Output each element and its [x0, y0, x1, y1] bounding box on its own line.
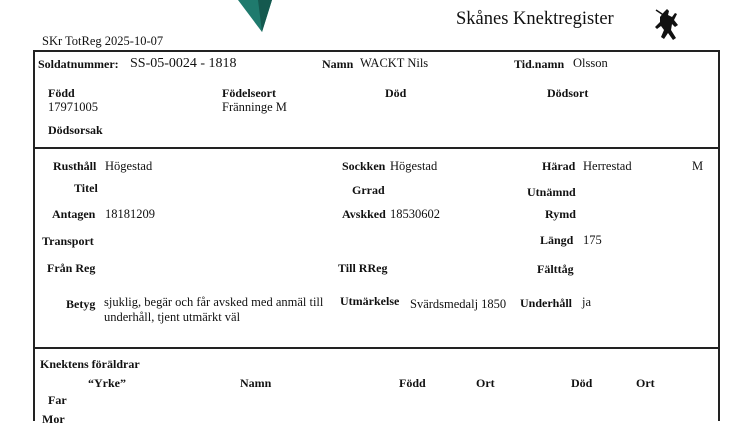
titel-label: Titel [74, 181, 98, 195]
soldatnummer-label: Soldatnummer: [38, 57, 119, 71]
betyg-line-2: underhåll, tjent utmärkt väl [104, 310, 241, 324]
parents-section-title: Knektens föräldrar [40, 357, 140, 371]
col-yrke: “Yrke” [88, 376, 126, 390]
grad-label: Grrad [352, 183, 385, 197]
socken-label: Sockken [342, 159, 386, 173]
harad-label: Härad [542, 159, 576, 173]
col-ort-1: Ort [476, 376, 495, 390]
fran-reg-label: Från Reg [47, 261, 96, 275]
betyg-label: Betyg [66, 297, 96, 311]
section-divider-2 [33, 347, 719, 349]
right-border [718, 50, 720, 421]
langd-label: Längd [540, 233, 574, 247]
rymd-label: Rymd [545, 207, 576, 221]
avsked-value: 18530602 [390, 207, 440, 221]
fodelseort-value: Fränninge M [222, 100, 287, 114]
top-border [33, 50, 719, 52]
soldatnummer-value: SS-05-0024 - 1818 [130, 56, 237, 71]
section-divider-1 [33, 147, 719, 149]
harad-value: Herrestad [583, 159, 632, 173]
col-dod: Död [571, 376, 593, 390]
antagen-label: Antagen [52, 207, 96, 221]
langd-value: 175 [583, 233, 602, 247]
col-ort-2: Ort [636, 376, 655, 390]
fodelseort-label: Födelseort [222, 86, 276, 100]
teal-corner-decoration [236, 0, 276, 34]
socken-value: Högestad [390, 159, 438, 173]
harad-suffix: M [692, 159, 704, 173]
soldier-silhouette-icon [650, 8, 686, 48]
betyg-line-1: sjuklig, begär och får avsked med anmäl till [104, 295, 324, 309]
namn-label: Namn [322, 57, 354, 71]
register-code: SKr TotReg 2025-10-07 [42, 34, 164, 48]
row-mor-label: Mor [42, 412, 65, 426]
antagen-value: 18181209 [105, 207, 155, 221]
betyg-value [104, 295, 323, 325]
falttag-label: Fälttåg [537, 262, 574, 276]
avsked-label: Avskked [342, 207, 386, 221]
utmarkelse-value: Svärdsmedalj 1850 [410, 297, 507, 311]
tidnamn-value: Olsson [573, 56, 608, 70]
transport-label: Transport [42, 234, 94, 248]
utmarkelse-label: Utmärkelse [340, 294, 400, 308]
dodsort-label: Dödsort [547, 86, 589, 100]
dodsorsak-label: Dödsorsak [48, 123, 103, 137]
col-namn: Namn [240, 376, 272, 390]
rusthall-label: Rusthåll [53, 159, 97, 173]
tidnamn-label: Tid.namn [514, 57, 565, 71]
underhall-label: Underhåll [520, 296, 573, 310]
fodd-value: 17971005 [48, 100, 98, 114]
till-reg-label: Till RReg [338, 261, 388, 275]
utnamnd-label: Utnämnd [527, 185, 576, 199]
col-fodd: Född [399, 376, 426, 390]
namn-value: WACKT Nils [360, 56, 429, 70]
dod-label: Död [385, 86, 407, 100]
row-far-label: Far [48, 393, 67, 407]
register-title: Skånes Knektregister [456, 9, 614, 29]
left-border [33, 50, 35, 421]
fodd-label: Född [48, 86, 75, 100]
rusthall-value: Högestad [105, 159, 153, 173]
underhall-value: ja [582, 295, 592, 309]
